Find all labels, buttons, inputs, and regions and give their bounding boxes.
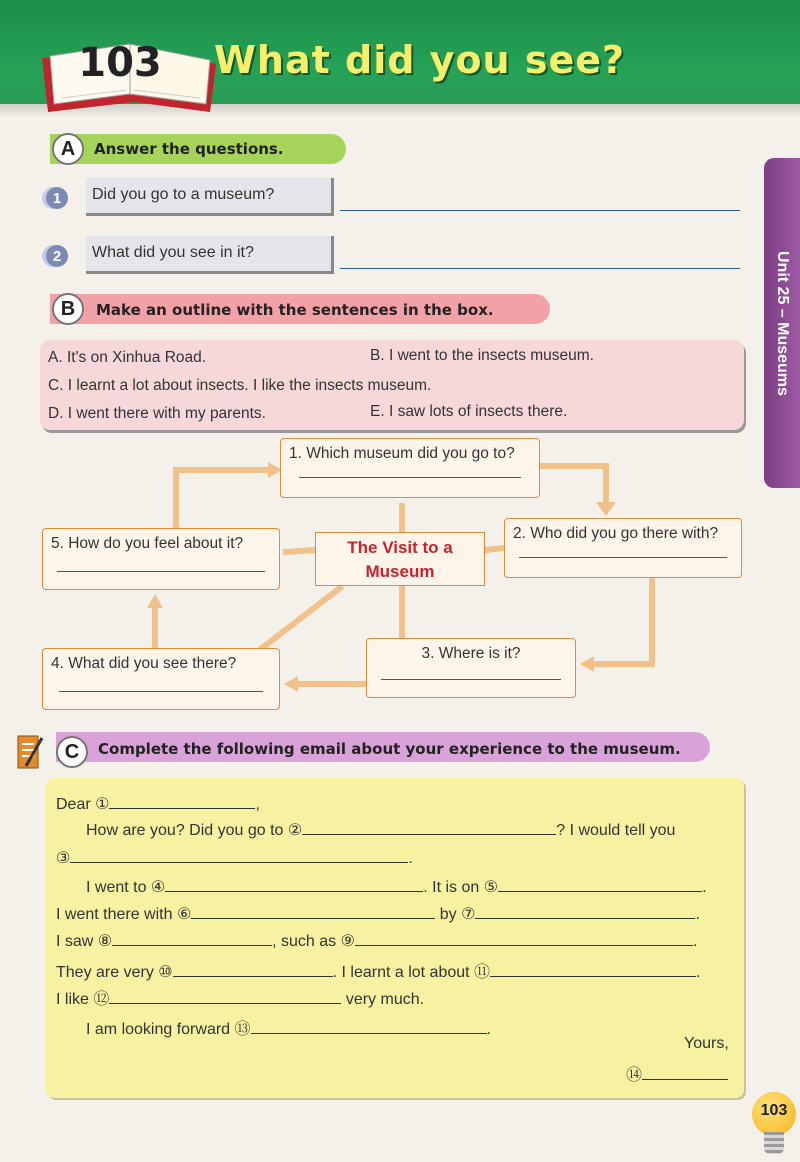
blank-8[interactable] (112, 932, 272, 946)
diagram-question-1-text: 1. Which museum did you go to? (289, 445, 515, 462)
blank-10[interactable] (173, 963, 333, 977)
blank-4[interactable] (165, 878, 423, 892)
blank-14[interactable] (642, 1066, 728, 1080)
diagram-center-topic: The Visit to a Museum (315, 532, 485, 586)
page-title: What did you see? (214, 38, 626, 82)
arrow-head-to-q5 (147, 594, 163, 608)
answer-2-line[interactable] (340, 268, 740, 269)
section-b-badge: B (52, 293, 84, 325)
diagram-question-5-text: 5. How do you feel about it? (51, 535, 244, 552)
email-sign-marker: ⑭ (626, 1067, 643, 1084)
unit-side-tab-label: Unit 25 – Museums (774, 250, 791, 396)
question-2-text: What did you see in it? (86, 236, 334, 274)
blank-9[interactable] (355, 932, 693, 946)
question-2-number: 2 (46, 245, 68, 267)
email-text-2a: How are you? Did you go to ② (86, 822, 303, 839)
email-text-6a: I saw ⑧ (56, 933, 113, 950)
diagram-question-3-text: 3. Where is it? (421, 645, 521, 662)
arrow-head-to-q3 (580, 656, 594, 672)
sentence-a: A. It's on Xinhua Road. (48, 349, 207, 366)
diagram-question-5 (42, 528, 280, 590)
sentence-d: D. I went there with my parents. (48, 405, 266, 422)
email-line-5 (56, 904, 700, 924)
email-text-8a: I like ⑫ (56, 991, 110, 1008)
email-text-7b: . I learnt a lot about ⑪ (332, 964, 491, 981)
email-text-2b: ? I would tell you (556, 822, 676, 839)
email-line-1 (56, 794, 260, 814)
email-line-2 (86, 820, 675, 840)
email-line-4 (86, 877, 707, 897)
section-a-badge: A (52, 133, 84, 165)
blank-1[interactable] (109, 795, 255, 809)
diagram-question-2 (504, 518, 742, 578)
email-line-7 (56, 959, 701, 982)
writing-icon (16, 732, 44, 772)
diagram-answer-3-line[interactable] (381, 679, 561, 680)
email-signature-line (626, 1062, 728, 1085)
sentence-b: B. I went to the insects museum. (370, 347, 594, 364)
page-number: 103 (760, 1102, 788, 1119)
sentence-e: E. I saw lots of insects there. (370, 403, 568, 420)
email-text-5b: by ⑦ (439, 906, 476, 923)
email-text-4b: . It is on ⑤ (423, 879, 499, 896)
email-text-9b: . (486, 1021, 491, 1038)
email-text-3a: ③ (56, 850, 71, 867)
diagram-answer-4-line[interactable] (59, 691, 263, 692)
email-text-4c: . (702, 879, 707, 896)
email-text-5a: I went there with ⑥ (56, 906, 192, 923)
email-dear: Dear ① (56, 796, 110, 813)
section-c-instruction: Complete the following email about your experience to the museum. (98, 740, 681, 758)
lesson-number: 103 (78, 40, 162, 86)
arrow-head-to-q2 (596, 502, 616, 516)
email-line-8 (56, 986, 424, 1009)
answer-1-line[interactable] (340, 210, 740, 211)
blank-2[interactable] (302, 821, 556, 835)
question-1-text: Did you go to a museum? (86, 178, 334, 216)
arrow-head-to-q4 (284, 676, 298, 692)
diagram-answer-1-line[interactable] (299, 477, 521, 478)
blank-12[interactable] (109, 990, 341, 1004)
email-text-6b: , such as ⑨ (272, 933, 355, 950)
email-line-9 (86, 1016, 491, 1039)
diagram-question-4 (42, 648, 280, 710)
email-text-8b: very much. (345, 991, 425, 1008)
blank-3[interactable] (70, 849, 408, 863)
blank-6[interactable] (191, 905, 435, 919)
section-b-instruction: Make an outline with the sentences in the box. (96, 301, 494, 319)
email-text-7a: They are very ⑩ (56, 964, 173, 981)
diagram-answer-5-line[interactable] (57, 571, 265, 572)
email-text-7c: . (696, 964, 701, 981)
diagram-question-3 (366, 638, 576, 698)
email-text-6c: . (692, 933, 698, 950)
diagram-question-2-text: 2. Who did you go there with? (513, 525, 719, 542)
blank-11[interactable] (490, 963, 696, 977)
lightbulb-base (764, 1132, 784, 1154)
email-closing: Yours, (684, 1035, 729, 1052)
question-1-number: 1 (46, 187, 68, 209)
section-a-instruction: Answer the questions. (94, 140, 284, 158)
sentence-c: C. I learnt a lot about insects. I like the insects museum. (48, 377, 432, 394)
diagram-question-1 (280, 438, 540, 498)
blank-13[interactable] (251, 1020, 487, 1034)
email-line-3 (56, 848, 413, 868)
email-comma: , (255, 796, 260, 813)
email-text-4a: I went to ④ (86, 879, 166, 896)
email-line-6 (56, 931, 697, 951)
blank-7[interactable] (475, 905, 695, 919)
section-c-badge: C (56, 736, 88, 768)
diagram-question-4-text: 4. What did you see there? (51, 655, 237, 672)
blank-5[interactable] (498, 878, 702, 892)
diagram-answer-2-line[interactable] (519, 557, 727, 558)
email-text-9a: I am looking forward ⑬ (86, 1021, 251, 1038)
email-text-3b: . (408, 850, 413, 867)
email-text-5c: . (695, 906, 700, 923)
